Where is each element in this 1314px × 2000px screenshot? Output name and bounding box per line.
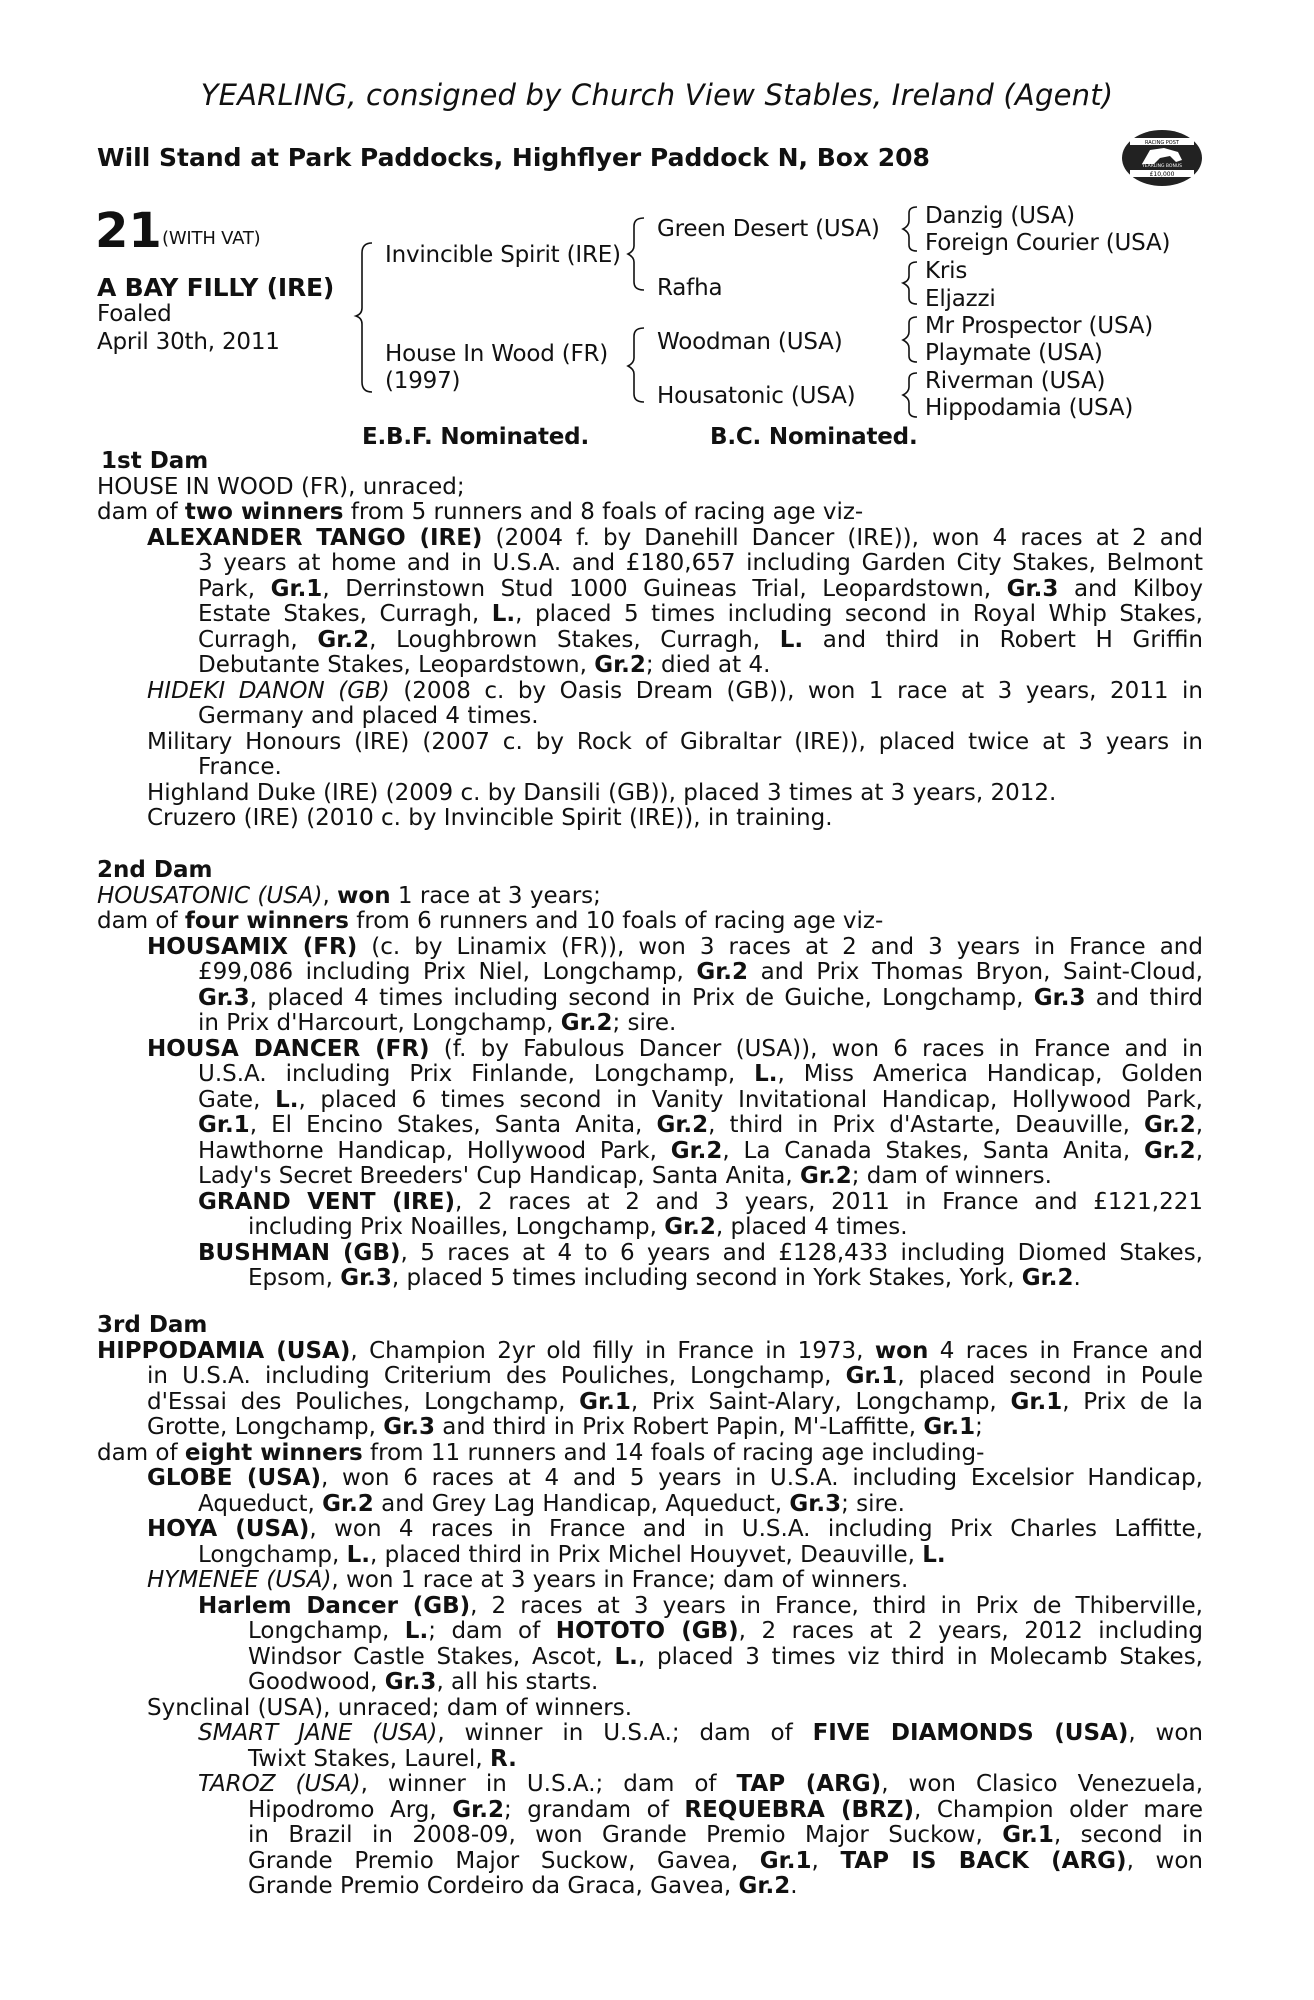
pedigree-sire-dam: Rafha [657, 275, 723, 301]
progeny-line: HYMENEE (USA), won 1 race at 3 years in France; dam of winners. [147, 1567, 909, 1593]
progeny-line: France. [198, 754, 282, 780]
first-dam-record: dam of two winners from 5 runners and 8 foals of racing age viz- [97, 499, 864, 525]
third-dam-line: d'Essai des Pouliches, Longchamp, Gr.1, Prix Saint-Alary, Longchamp, Gr.1, Prix de la [147, 1388, 1203, 1415]
progeny-line: Gate, L., placed 6 times second in Vanity Invitational Handicap, Hollywood Park, [198, 1086, 1203, 1113]
progeny-line: Estate Stakes, Curragh, L., placed 5 times including second in Royal Whip Stakes, [198, 601, 1203, 627]
progeny-line: Debutante Stakes, Leopardstown, Gr.2; died at 4. [198, 652, 771, 678]
progeny-line: Epsom, Gr.3, placed 5 times including second in York Stakes, York, Gr.2. [248, 1265, 1081, 1291]
progeny-line: Longchamp, L., placed third in Prix Michel Houyvet, Deauville, L. [198, 1541, 946, 1568]
pedigree-gen3-2: Foreign Courier (USA) [925, 230, 1171, 256]
brace-gen1 [356, 243, 372, 392]
progeny-line: HOUSAMIX (FR) (c. by Linamix (FR)), won 3 races at 2 and 3 years in France and [147, 933, 1203, 960]
third-dam-record: dam of eight winners from 11 runners and 14 foals of racing age including- [97, 1439, 985, 1466]
brace-gs2 [903, 262, 917, 304]
badge-top-text: RACING POST [1145, 140, 1179, 146]
progeny-line: SMART JANE (USA), winner in U.S.A.; dam of FIVE DIAMONDS (USA), won [198, 1720, 1204, 1746]
pedigree-gen3-4: Eljazzi [925, 286, 996, 312]
brace-gs3 [903, 317, 917, 362]
progeny-line: Hawthorne Handicap, Hollywood Park, Gr.2, La Canada Stakes, Santa Anita, Gr.2, [198, 1137, 1203, 1164]
progeny-line: in Brazil in 2008-09, won Grande Premio Major Suckow, Gr.1, second in [248, 1822, 1203, 1848]
progeny-line: Aqueduct, Gr.2 and Grey Lag Handicap, Aqueduct, Gr.3; sire. [198, 1490, 905, 1517]
pedigree-gen3-5: Mr Prospector (USA) [925, 313, 1154, 339]
third-dam-heading: 3rd Dam [97, 1312, 208, 1338]
pedigree-sire-sire: Green Desert (USA) [657, 216, 880, 242]
progeny-line: Hipodromo Arg, Gr.2; grandam of REQUEBRA (BRZ), Champion older mare [248, 1796, 1203, 1823]
progeny-line: HOUSA DANCER (FR) (f. by Fabulous Dancer (USA)), won 6 races in France and in [147, 1035, 1203, 1062]
foaled-label: Foaled [97, 301, 172, 327]
progeny-line: Military Honours (IRE) (2007 c. by Rock of Gibraltar (IRE)), placed twice at 3 years in [147, 728, 1203, 755]
progeny-line: 3 years at home and in U.S.A. and £180,657 including Garden City Stakes, Belmont [198, 550, 1203, 576]
progeny-line: HOYA (USA), won 4 races in France and in U.S.A. including Prix Charles Laffitte, [147, 1516, 1203, 1542]
catalogue-header: YEARLING, consigned by Church View Stables, Ireland (Agent) [200, 78, 1114, 112]
brace-dam [628, 328, 644, 402]
progeny-line: Gr.1, El Encino Stakes, Santa Anita, Gr.2, third in Prix d'Astarte, Deauville, Gr.2, [198, 1112, 1204, 1138]
foaled-date: April 30th, 2011 [97, 329, 280, 355]
pedigree-gen3-6: Playmate (USA) [925, 340, 1103, 366]
brace-gs4 [903, 373, 917, 417]
second-dam-name: HOUSATONIC (USA), won 1 race at 3 years; [97, 882, 601, 909]
progeny-line: including Prix Noailles, Longchamp, Gr.2, placed 4 times. [248, 1214, 908, 1240]
progeny-line: ALEXANDER TANGO (IRE) (2004 f. by Danehill Dancer (IRE)), won 4 races at 2 and [147, 524, 1203, 551]
pedigree-dam-year: (1997) [385, 368, 461, 394]
progeny-line: in Prix d'Harcourt, Longchamp, Gr.2; sire. [198, 1010, 677, 1036]
first-dam-name: HOUSE IN WOOD (FR), unraced; [97, 473, 465, 500]
vat-note: (WITH VAT) [162, 228, 261, 249]
pedigree-dam: House In Wood (FR) [385, 341, 609, 367]
first-dam-heading: 1st Dam [101, 448, 209, 474]
progeny-line: Germany and placed 4 times. [198, 703, 539, 729]
progeny-line: Grande Premio Cordeiro da Graca, Gavea, Gr.2. [248, 1873, 798, 1899]
third-dam-line: Grotte, Longchamp, Gr.3 and third in Prix Robert Papin, M'-Laffitte, Gr.1; [147, 1414, 983, 1440]
third-dam-line: in U.S.A. including Criterium des Pouliches, Longchamp, Gr.1, placed second in Poule [147, 1363, 1203, 1389]
badge-middle-text: YEARLING BONUS [1142, 164, 1182, 169]
third-dam-section [97, 1313, 1203, 1900]
progeny-line: Harlem Dancer (GB), 2 races at 3 years in France, third in Prix de Thiberville, [198, 1592, 1203, 1619]
stand-location: Will Stand at Park Paddocks, Highflyer Paddock N, Box 208 [97, 143, 930, 172]
first-dam-section [97, 449, 1203, 832]
lot-number: 21 [95, 203, 162, 259]
pedigree-gen3-8: Hippodamia (USA) [925, 395, 1134, 421]
second-dam-heading: 2nd Dam [97, 857, 213, 883]
progeny-line: £99,086 including Prix Niel, Longchamp, Gr.2 and Prix Thomas Bryon, Saint-Cloud, [198, 959, 1203, 985]
progeny-line: Lady's Secret Breeders' Cup Handicap, Santa Anita, Gr.2; dam of winners. [198, 1163, 1052, 1189]
progeny-line: HIDEKI DANON (GB) (2008 c. by Oasis Dream (GB)), won 1 race at 3 years, 2011 in [147, 677, 1203, 704]
progeny-line: BUSHMAN (GB), 5 races at 4 to 6 years and £128,433 including Diomed Stakes, [198, 1239, 1203, 1266]
pedigree-sire: Invincible Spirit (IRE) [385, 242, 621, 268]
brace-gs1 [903, 207, 917, 251]
progeny-line: Cruzero (IRE) (2010 c. by Invincible Spirit (IRE)), in training. [147, 805, 833, 831]
progeny-line: Synclinal (USA), unraced; dam of winners. [147, 1694, 633, 1721]
progeny-line: Park, Gr.1, Derrinstown Stud 1000 Guineas Trial, Leopardstown, Gr.3 and Kilboy [198, 575, 1203, 602]
progeny-line: GLOBE (USA), won 6 races at 4 and 5 years in U.S.A. including Excelsior Handicap, [147, 1465, 1203, 1491]
progeny-line: Highland Duke (IRE) (2009 c. by Dansili (GB)), placed 3 times at 3 years, 2012. [147, 779, 1057, 806]
progeny-line: Goodwood, Gr.3, all his starts. [248, 1669, 599, 1695]
lot-name: A BAY FILLY (IRE) [97, 273, 335, 302]
progeny-line: Curragh, Gr.2, Loughbrown Stakes, Curragh, L. and third in Robert H Griffin [198, 626, 1204, 653]
progeny-line: TAROZ (USA), winner in U.S.A.; dam of TAP (ARG), won Clasico Venezuela, [198, 1771, 1204, 1797]
progeny-line: U.S.A. including Prix Finlande, Longchamp, L., Miss America Handicap, Golden [198, 1061, 1203, 1087]
second-dam-record: dam of four winners from 6 runners and 10 foals of racing age viz- [97, 908, 884, 934]
pedigree-gen3-3: Kris [925, 258, 968, 284]
pedigree-gen3-7: Riverman (USA) [925, 368, 1106, 394]
pedigree-dam-sire: Woodman (USA) [657, 329, 843, 355]
brace-sire [628, 218, 644, 290]
progeny-line: GRAND VENT (IRE), 2 races at 2 and 3 years, 2011 in France and £121,221 [198, 1188, 1203, 1215]
progeny-line: Twixt Stakes, Laurel, R. [248, 1745, 517, 1772]
progeny-line: Windsor Castle Stakes, Ascot, L., placed 3 times viz third in Molecamb Stakes, [248, 1643, 1203, 1670]
progeny-line: Longchamp, L.; dam of HOTOTO (GB), 2 races at 2 years, 2012 including [248, 1618, 1204, 1644]
third-dam-line: HIPPODAMIA (USA), Champion 2yr old filly in France in 1973, won 4 races in France and [97, 1337, 1203, 1364]
badge-amount-text: £10,000 [1149, 171, 1175, 178]
bc-nominated: B.C. Nominated. [710, 424, 918, 450]
second-dam-section [97, 858, 1203, 1292]
pedigree-gen3-1: Danzig (USA) [925, 203, 1075, 229]
ebf-nominated: E.B.F. Nominated. [362, 424, 589, 450]
progeny-line: Grande Premio Major Suckow, Gavea, Gr.1, TAP IS BACK (ARG), won [248, 1847, 1203, 1874]
progeny-line: Gr.3, placed 4 times including second in Prix de Guiche, Longchamp, Gr.3 and third [198, 984, 1203, 1011]
pedigree-dam-dam: Housatonic (USA) [657, 383, 856, 409]
